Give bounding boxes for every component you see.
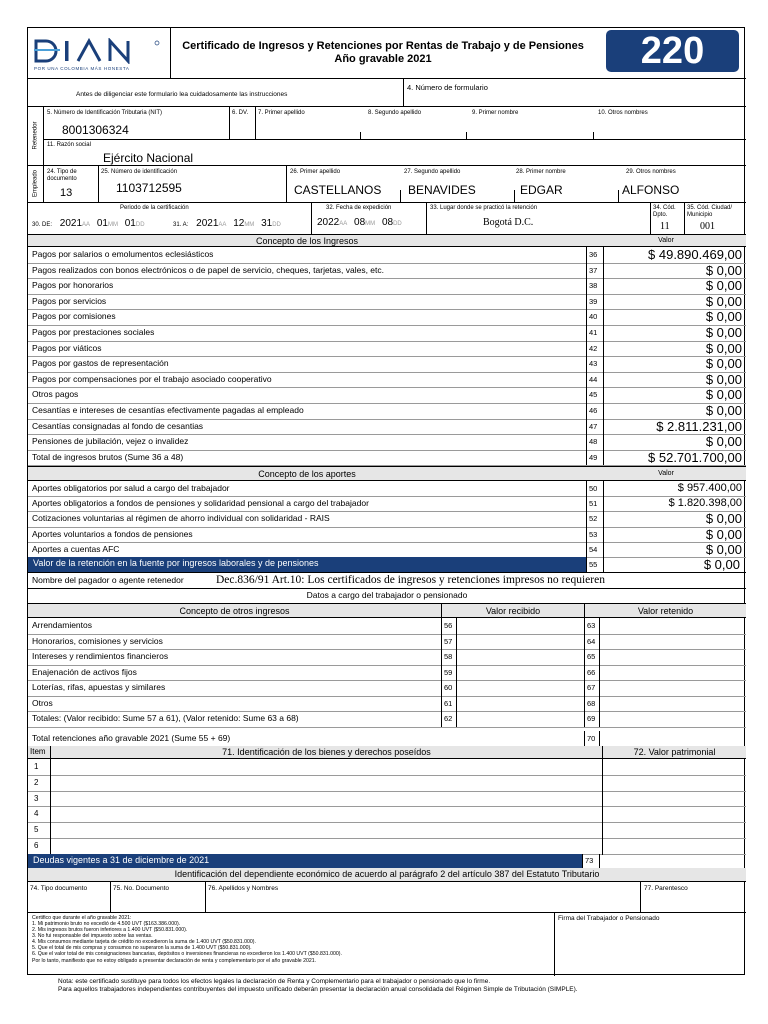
dep-parentesco-label: 77. Parentesco [644,885,688,892]
ingreso-row-label: Pagos por honorarios [32,280,114,291]
otros-row-num-retenido: 63 [584,618,600,634]
dpto-label: 34. Cód. Dpto. [653,205,676,218]
aporte-row-label: Cotizaciones voluntarias al régimen de ahorro individual con solidaridad - RAIS [32,513,330,524]
ret-nombre1-label: 9. Primer nombre [472,110,519,116]
otros-row-label: Honorarios, comisiones y servicios [32,635,163,646]
ingreso-row-label: Pagos por compensaciones por el trabajo asociado cooperativo [32,373,272,384]
nombre2-value: ALFONSO [622,183,680,197]
ingreso-row-num: 43 [586,356,604,372]
aporte-row-value: $ 0,00 [705,511,742,527]
aporte-row-num: 54 [586,542,604,557]
ingreso-row-label: Pagos por comisiones [32,311,116,322]
razon-social-label: 11. Razón social [47,142,91,148]
retencion-num: 55 [586,557,604,572]
bien-item-num: 5 [34,825,39,835]
otros-row-num-recibido: 60 [441,680,457,696]
total-retenciones-num: 70 [584,731,600,746]
ret-nombre2-label: 10. Otros nombres [598,110,648,116]
ingreso-row-label: Total de ingresos brutos (Sume 36 a 48) [32,451,184,462]
aporte-row-value: $ 0,00 [705,526,742,542]
nota-line2: Para aquellos trabajadores independientes contribuyentes del impuesto unificado deberán presentar la declaración anual consolidada del Régimen Simple de Tributación (SIMPLE). [58,986,578,993]
fecha-dd: DD [393,221,402,227]
a-year: 2021 [196,218,219,229]
bien-item-num: 2 [34,777,39,787]
de-aa: AA [82,222,91,228]
ingresos-heading: Concepto de los Ingresos [28,234,586,247]
divider [28,838,746,839]
lugar-value: Bogotá D.C. [483,217,534,228]
nota-line1: Nota: este certificado sustituye para todos los efectos legales la declaración de Renta y Complementario para el trabajador o pensionado que lo firme. [58,978,491,985]
certifico-closing: Por lo tanto, manifiesto que no estoy obligado a presentar declaración de renta y complementario por el año gravable 2021. [32,958,317,964]
aportes-table [28,481,746,557]
bien-item-num: 3 [34,793,39,803]
valor-patrimonial-heading: 72. Valor patrimonial [602,746,746,759]
ingreso-row-num: 46 [586,403,604,419]
dv-label: 6. DV. [232,110,249,116]
retencion-row: Valor de la retención en la fuente por ingresos laborales y de pensiones [28,557,586,572]
otros-row-num-retenido: 68 [584,696,600,712]
otros-row-label: Arrendamientos [32,620,93,630]
retenedor-side-label: Retenedor [32,121,39,150]
ingreso-row-num: 48 [586,434,604,450]
periodo-de-label: 30. DE: [32,222,53,228]
ingreso-row-value: $ 0,00 [705,340,742,356]
nombre2-label: 29. Otros nombres [626,169,676,175]
fecha-year: 2022 [317,217,340,228]
bienes-table [28,759,746,855]
form-number-label: 4. Número de formulario [407,83,488,92]
bien-item-num: 4 [34,809,39,819]
otros-row-label: Otros [32,697,53,708]
retenedor-side [28,106,44,165]
ingreso-row-num: 45 [586,387,604,403]
ingreso-row-value: $ 0,00 [705,262,742,278]
apellido2-label: 27. Segundo apellido [404,169,461,175]
tipo-doc-value: 13 [60,187,73,199]
otros-row-num-retenido: 65 [584,649,600,665]
ret-apellido2-label: 8. Segundo apellido [368,110,422,116]
otros-row-label: Loterías, rifas, apuestas y similares [32,682,166,692]
de-day: 01 [124,218,136,229]
ingreso-row-value: $ 0,00 [705,278,742,294]
ingreso-row-num: 44 [586,372,604,388]
ingreso-row-label: Otros pagos [32,389,79,400]
municipio-value: 001 [700,221,715,232]
otros-row-label: Totales: (Valor recibido: Sume 57 a 61), (Valor retenido: Sume 63 a 68) [32,713,299,723]
aporte-row-value: $ 1.820.398,00 [668,497,742,510]
ingreso-row-num: 36 [586,247,604,263]
otros-row-num-recibido: 59 [441,665,457,681]
aporte-row-value: $ 0,00 [705,541,742,557]
de-dd: DD [135,222,145,228]
divider [50,759,51,855]
fecha-aa: AA [339,221,348,227]
apellido1-value: CASTELLANOS [294,183,382,197]
dian-logo-icon [34,38,164,64]
ingreso-row-num: 42 [586,341,604,357]
fecha-month: 08 [354,217,366,228]
ingreso-row-value: $ 0,00 [705,309,742,325]
apellido2-value: BENAVIDES [408,183,476,197]
otros-row-num-recibido: 58 [441,649,457,665]
periodo-label: Periodo de la certificación [120,205,189,211]
nit-label: 5. Número de Identificación Tributaria (NIT) [47,110,163,116]
otros-row-num-retenido: 64 [584,634,600,650]
bienes-heading: 71. Identificación de los bienes y derechos poseídos [50,746,602,759]
ingreso-row-value: $ 0,00 [705,403,742,418]
ingreso-row-value: $ 0,00 [705,356,742,372]
razon-social-value: Ejército Nacional [103,151,194,165]
ingreso-row-label: Pagos por viáticos [32,342,102,353]
divider [28,806,746,807]
certifico-block [32,915,552,964]
ingreso-row-value: $ 49.890.469,00 [648,247,742,262]
de-mm: MM [107,222,118,228]
aportes-heading: Concepto de los aportes [28,466,586,481]
ingreso-row-value: $ 0,00 [705,293,742,309]
ingreso-row-label: Pagos por salarios o emolumentos eclesiásticos [32,249,214,259]
otros-row-label: Enajenación de activos fijos [32,666,137,677]
instructions-text: Antes de diligenciar este formulario lea cuidadosamente las instrucciones [76,91,288,98]
apellido1-label: 26. Primer apellido [290,169,341,175]
aporte-row-num: 53 [586,527,604,542]
item-heading: Item [28,746,50,759]
ingreso-row-value: $ 0,00 [705,325,742,340]
firma-label: Firma del Trabajador o Pensionado [558,915,660,922]
certifico-item: 2. Mis ingresos brutos fueron inferiores a 1.400 UVT ($50.831.000). [32,927,188,933]
divider [28,822,746,823]
aporte-row-value: $ 957.400,00 [677,482,742,494]
pagador-label: Nombre del pagador o agente retenedor [32,575,184,585]
nombre1-value: EDGAR [520,183,563,197]
certificado-220-form [27,27,745,975]
deudas-row: Deudas vigentes a 31 de diciembre de 2021 [28,854,582,868]
divider [28,791,746,792]
aporte-row-num: 50 [586,481,604,496]
nombre1-label: 28. Primer nombre [516,169,566,175]
aporte-row-num: 52 [586,511,604,526]
a-month: 12 [233,218,245,229]
total-retenciones-label: Total retenciones año gravable 2021 (Sume 55 + 69) [32,733,231,743]
de-year: 2021 [59,218,83,229]
ingreso-row-value: $ 2.811.231,00 [656,418,742,434]
bien-item-num: 6 [34,841,39,850]
ingreso-row-num: 40 [586,309,604,325]
otros-row-num-recibido: 62 [441,711,457,727]
certifico-item: 4. Mis consumos mediante tarjeta de crédito no excedieron la suma de 1.400 UVT ($50.831.000). [32,939,256,945]
de-month: 01 [96,218,108,229]
valor-retenido-heading: Valor retenido [584,603,746,618]
ingreso-row-value: $ 0,00 [705,371,742,387]
certifico-item: 3. No fui responsable del impuesto sobre las ventas. [32,933,153,939]
fecha-mm: MM [365,221,376,227]
divider [602,759,603,855]
ret-apellido1-label: 7. Primer apellido [258,110,305,116]
logo-tagline: POR UNA COLOMBIA MÁS HONESTA [34,66,130,71]
aporte-row-num: 51 [586,496,604,511]
otros-row-num-retenido: 69 [584,711,600,727]
form-year: 2021 [407,53,432,65]
a-dd: DD [272,222,281,228]
otros-ingresos-table [28,618,746,738]
fecha-expedicion-label: 32. Fecha de expedición [326,205,392,211]
a-mm: MM [244,222,255,228]
a-day: 31 [261,218,273,229]
nit-value: 8001306324 [62,123,129,137]
dpto-value: 11 [660,221,670,232]
otros-row-num-retenido: 67 [584,680,600,696]
ingreso-row-value: $ 52.701.700,00 [648,449,742,465]
dep-tipo-label: 74. Tipo documento [30,885,88,892]
num-id-label: 25. Número de identificación [101,169,178,175]
ingreso-row-label: Pensiones de jubilación, vejez o invalidez [32,436,189,447]
dian-logo [34,38,164,72]
aportes-value-heading: Valor [586,466,746,481]
certifico-intro: Certifico que durante el año gravable 2021: [32,915,132,921]
ingresos-value-heading: Valor [586,234,746,247]
form-number-badge: 220 [606,30,739,72]
ingreso-row-label: Pagos por prestaciones sociales [32,327,155,337]
divider [28,727,746,728]
ingreso-row-num: 41 [586,325,604,341]
otros-row-num-retenido: 66 [584,665,600,681]
certifico-item: 1. Mi patrimonio bruto no excedió de 4.500 UVT ($163.386.000). [32,921,181,927]
ingreso-row-label: Pagos por servicios [32,295,107,306]
nota-block [58,978,758,994]
lugar-label: 33. Lugar donde se practicó la retención [430,205,538,211]
num-id-value: 1103712595 [116,181,182,195]
bien-item-num: 1 [34,762,39,771]
ingreso-row-label: Cesantías e intereses de cesantías efectivamente pagadas al empleado [32,405,304,415]
ingresos-table [28,247,746,471]
datos-trabajador-heading: Datos a cargo del trabajador o pensionado [306,590,468,600]
aporte-row-label: Aportes obligatorios a fondos de pensiones y solidaridad pensional a cargo del trabajador [32,498,369,509]
ingreso-row-label: Pagos por gastos de representación [32,358,169,369]
otros-row-num-recibido: 57 [441,634,457,650]
form-title-year-label: Año gravable [334,53,405,65]
dep-num-label: 75. No. Documento [113,885,170,892]
certifico-items [32,921,552,957]
ingreso-row-value: $ 0,00 [705,387,742,403]
form-title [178,40,588,66]
aporte-row-label: Aportes obligatorios por salud a cargo del trabajador [32,483,230,493]
pagador-value: Dec.836/91 Art.10: Los certificados de ingresos y retenciones impresos no requieren [216,574,605,586]
ingreso-row-label: Cesantías consignadas al fondo de cesantias [32,420,204,431]
retencion-value: $ 0,00 [703,557,740,572]
valor-recibido-heading: Valor recibido [441,603,584,618]
periodo-a-label: 31. A: [173,222,189,228]
aporte-row-label: Aportes voluntarios a fondos de pensiones [32,528,193,539]
otros-concepto-heading: Concepto de otros ingresos [28,603,441,618]
ingreso-row-value: $ 0,00 [705,434,742,450]
otros-row-label: Intereses y rendimientos financieros [32,651,169,661]
otros-row-num-recibido: 61 [441,696,457,712]
divider [28,775,746,776]
otros-row-num-recibido: 56 [441,618,457,634]
deudas-num: 73 [582,854,600,868]
periodo-de [32,218,145,229]
aporte-row-label: Aportes a cuentas AFC [32,543,120,554]
empleado-side [28,165,44,202]
fecha-expedicion [317,217,402,228]
certifico-item: 5. Que el total de mis compras y consumos no superaron la suma de 1.400 UVT ($50.831.000). [32,945,252,951]
fecha-day: 08 [381,217,394,228]
empleado-side-label: Empleado [32,169,39,198]
ingreso-row-label: Pagos realizados con bonos electrónicos o de papel de servicio, cheques, tarjetas, vales, etc. [32,264,385,275]
dep-nombres-label: 76. Apellidos y Nombres [208,885,279,892]
certifico-item: 6. Que el valor total de mis consignaciones bancarias, depósitos o inversiones financieras no excedieron los 1.400 UVT ($50.831.000). [32,951,342,957]
periodo-a [173,218,281,229]
municipio-label: 35. Cód. Ciudad/ Municipio [687,205,733,218]
form-title-line1: Certificado de Ingresos y Retenciones por Rentas de Trabajo y de Pensiones [182,40,584,52]
dependiente-heading: Identificación del dependiente económico de acuerdo al parágrafo 2 del artículo 387 del Estatuto Tributario [28,868,746,882]
tipo-doc-label: 24. Tipo de documento [47,169,77,182]
ingreso-row-num: 39 [586,294,604,310]
ingreso-row-num: 38 [586,278,604,294]
ingreso-row-num: 49 [586,450,604,466]
ingreso-row-num: 47 [586,419,604,435]
ingreso-row-num: 37 [586,263,604,279]
a-aa: AA [218,222,227,228]
